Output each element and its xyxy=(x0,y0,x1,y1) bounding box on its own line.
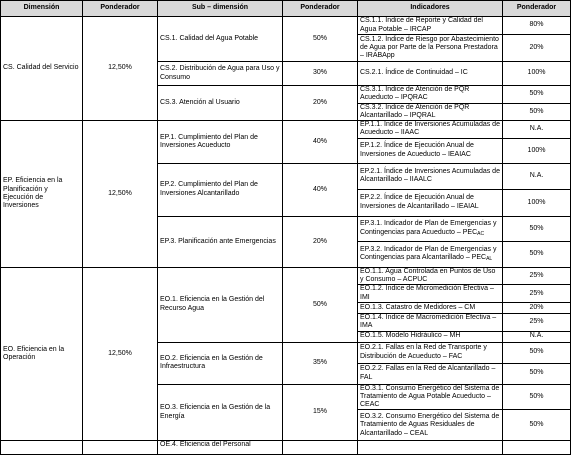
indicator-cell xyxy=(358,331,503,342)
indicator-weight-cell: 25% xyxy=(503,285,571,303)
header-indicadores: Indicadores xyxy=(358,1,503,17)
indicator-text: CS.3.1. Índice de Atención de PQR Acueducto – IPQRAC xyxy=(360,86,470,102)
indicator-weight-cell: 50% xyxy=(503,410,571,441)
indicator-weight-cell: 100% xyxy=(503,138,571,163)
indicator-weight-cell: 50% xyxy=(503,86,571,104)
subdimension-cell: EO.1. Eficiencia en la Gestión del Recurso Agua xyxy=(158,267,283,342)
subdimension-weight-cell: 20% xyxy=(283,216,358,267)
indicator-cell xyxy=(358,189,503,216)
dimension-weight-cell: 12,50% xyxy=(83,121,158,268)
header-row xyxy=(1,1,571,17)
indicator-subscript: AC xyxy=(477,230,485,237)
indicator-cell xyxy=(358,313,503,331)
header-subdimension: Sub – dimensión xyxy=(158,1,283,17)
subdimension-weight-cell: 30% xyxy=(283,62,358,86)
indicator-cell xyxy=(358,17,503,35)
indicator-text: EO.1.1. Agua Controlada en Puntos de Uso y Consumo – ACPUC xyxy=(360,267,496,284)
indicator-cell xyxy=(358,302,503,313)
dimension-weight-cell: 12,50% xyxy=(83,17,158,121)
subdimension-weight-cell-empty xyxy=(283,441,358,455)
indicator-weight-cell: 20% xyxy=(503,35,571,62)
indicator-weight-cell: 50% xyxy=(503,241,571,267)
indicator-cell xyxy=(358,241,503,267)
indicator-text: EP.2.1. Índice de Inversiones Acumuladas de Alcantarillado – IIAALC xyxy=(360,167,500,184)
indicator-text: CS.3.2. Índice de Atención de PQR Alcantarillado – IPQRAL xyxy=(360,103,470,119)
indicator-cell xyxy=(358,410,503,441)
subdimension-cell: EO.2. Eficiencia en la Gestión de Infraestructura xyxy=(158,342,283,384)
indicator-weight-cell: 20% xyxy=(503,302,571,313)
indicator-cell xyxy=(358,216,503,241)
table-body xyxy=(1,17,571,455)
indicator-text: EO.2.1. Fallas en la Red de Transporte y Distribución de Acueducto – FAC xyxy=(360,344,487,360)
indicator-cell xyxy=(358,138,503,163)
indicator-weight-cell: 100% xyxy=(503,189,571,216)
subdimension-cell: EP.2. Cumplimiento del Plan de Inversiones Alcantarillado xyxy=(158,163,283,216)
indicator-cell xyxy=(358,285,503,303)
indicator-cell xyxy=(358,342,503,363)
subdimension-weight-cell: 40% xyxy=(283,163,358,216)
indicator-weight-cell: N.A. xyxy=(503,331,571,342)
indicator-cell xyxy=(358,103,503,121)
indicator-text: EP.2.2. Índice de Ejecución Anual de Inversiones de Alcantarillado – IEAIAL xyxy=(360,194,479,210)
indicator-cell xyxy=(358,163,503,189)
indicator-text: EO.2.2. Fallas en la Red de Alcantarillado – FAL xyxy=(360,365,496,381)
indicator-weight-cell: N.A. xyxy=(503,121,571,139)
indicator-cell xyxy=(358,267,503,285)
indicator-weight-cell: 80% xyxy=(503,17,571,35)
indicator-weight-cell: 25% xyxy=(503,313,571,331)
table-row xyxy=(1,121,571,139)
indicator-text: CS.1.2. Índice de Riesgo por Abastecimiento de Agua por Parte de la Persona Prestadora – IRABApp xyxy=(360,35,499,60)
dimension-cell: CS. Calidad del Servicio xyxy=(1,17,83,121)
header-ponderador: Ponderador xyxy=(83,1,158,17)
subdimension-weight-cell: 50% xyxy=(283,267,358,342)
subdimension-cell-cutoff: OE.4. Eficiencia del Personal xyxy=(158,441,283,455)
indicator-text: EO.1.4. Índice de Macromedición Efectiva – IMA xyxy=(360,313,497,330)
indicator-weight-cell: 25% xyxy=(503,267,571,285)
indicator-weight-cell-empty xyxy=(503,441,571,455)
subdimension-cell: EP.3. Planificación ante Emergencias xyxy=(158,216,283,267)
indicator-cell xyxy=(358,35,503,62)
indicator-text: CS.1.1. Índice de Reporte y Calidad del Agua Potable – IRCAP xyxy=(360,17,483,33)
dimension-weight-cell: 12,50% xyxy=(83,267,158,441)
indicator-weight-cell: 100% xyxy=(503,62,571,86)
indicator-weight-cell: 50% xyxy=(503,384,571,410)
indicator-weight-cell: 50% xyxy=(503,103,571,121)
header-ponderador-ind: Ponderador xyxy=(503,1,571,17)
subdimension-cell: CS.2. Distribución de Agua para Uso y Consumo xyxy=(158,62,283,86)
subdimension-cell: EO.3. Eficiencia en la Gestión de la Energía xyxy=(158,384,283,441)
subdimension-weight-cell: 20% xyxy=(283,86,358,121)
table-row xyxy=(1,267,571,285)
dimension-cell-empty xyxy=(1,441,83,455)
indicator-text: EP.1.2. Índice de Ejecución Anual de Inversiones de Acueducto – IEAIAC xyxy=(360,142,474,158)
indicator-text: EO.1.3. Catastro de Medidores – CM xyxy=(360,303,476,311)
dimension-cell: EO. Eficiencia en la Operación xyxy=(1,267,83,441)
indicator-text: EP.1.1. Índice de Inversiones Acumuladas de Acueducto – IIAAC xyxy=(360,121,500,137)
indicator-text: EP.3.1. Indicador de Plan de Emergencias y Contingencias para Acueducto – PEC xyxy=(360,220,497,236)
indicator-text: EP.3.2. Indicador de Plan de Emergencias y Contingencias para Alcantarillado – PEC xyxy=(360,245,497,262)
table-row xyxy=(1,17,571,35)
indicator-subscript: AL xyxy=(486,256,493,263)
indicator-weight-cell: 50% xyxy=(503,216,571,241)
subdimension-weight-cell: 35% xyxy=(283,342,358,384)
table-row-cutoff xyxy=(1,441,571,455)
subdimension-weight-cell: 15% xyxy=(283,384,358,441)
indicator-cell xyxy=(358,384,503,410)
indicator-cell xyxy=(358,86,503,104)
indicator-weight-cell: 50% xyxy=(503,363,571,384)
header-dimension: Dimensión xyxy=(1,1,83,17)
indicator-text: EO.1.5. Modelo Hidráulico – MH xyxy=(360,332,461,340)
subdimension-cell: EP.1. Cumplimiento del Plan de Inversiones Acueducto xyxy=(158,121,283,164)
header-ponderador-sub: Ponderador xyxy=(283,1,358,17)
indicator-cell xyxy=(358,363,503,384)
indicator-cell-empty xyxy=(358,441,503,455)
subdimension-weight-cell: 40% xyxy=(283,121,358,164)
indicator-weight-cell: N.A. xyxy=(503,163,571,189)
indicator-weight-cell: 50% xyxy=(503,342,571,363)
dimension-cell: EP. Eficiencia en la Planificación y Ejecución de Inversiones xyxy=(1,121,83,268)
subdimension-cell: CS.3. Atención al Usuario xyxy=(158,86,283,121)
subdimension-weight-cell: 50% xyxy=(283,17,358,62)
indicator-text: EO.3.2. Consumo Energético del Sistema de Tratamiento de Aguas Residuales de Alcantarillado – CEAL xyxy=(360,413,500,437)
indicator-text: EO.3.1. Consumo Energético del Sistema de Tratamiento de Agua Potable Acueducto – CEAC xyxy=(360,384,500,409)
dimension-weight-cell-empty xyxy=(83,441,158,455)
indicator-cell xyxy=(358,62,503,86)
subdimension-cell: CS.1. Calidad del Agua Potable xyxy=(158,17,283,62)
indicator-text: EO.1.2. Índice de Micromedición Efectiva – IMI xyxy=(360,285,494,301)
indicator-text: CS.2.1. Índice de Continuidad – IC xyxy=(360,69,468,77)
indicator-cell xyxy=(358,121,503,139)
